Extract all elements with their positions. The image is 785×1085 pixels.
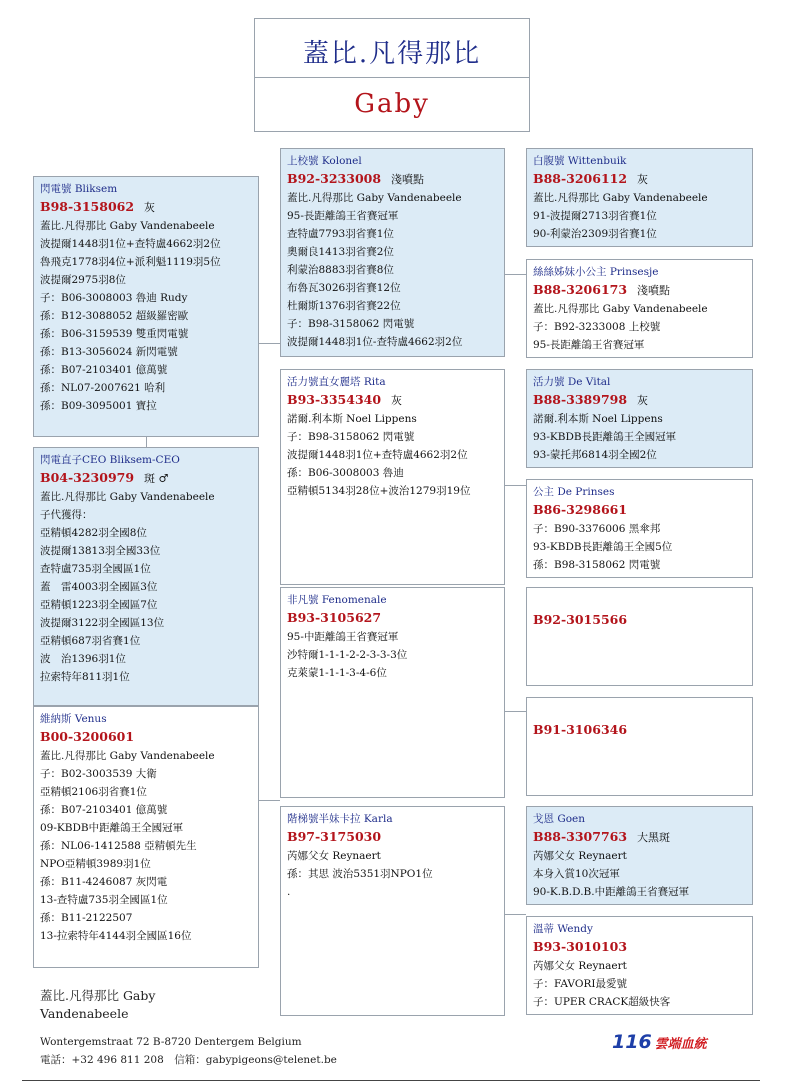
card-title: 活力號直女麗塔 Rita	[287, 376, 386, 388]
card-title: 溫蒂 Wendy	[533, 923, 593, 935]
card-extra: 灰	[144, 201, 156, 214]
pedigree-card-subject-sibling	[33, 447, 259, 706]
card-title: 公主 De Prinses	[533, 486, 615, 498]
card-title: 絲絲姊妹小公主 Prinsesje	[533, 266, 659, 278]
info-line: 13-拉索特年4144羽全國區16位	[40, 930, 192, 942]
info-line: 子：B02-3003539 大衛	[40, 768, 157, 780]
info-line: 克萊蒙1-1-1-3-4-6位	[287, 667, 387, 679]
info-line: 亞精頓1223羽全國區7位	[40, 599, 158, 611]
info-line: 子：UPER CRACK超級快客	[533, 996, 671, 1008]
pedigree-title-box	[254, 18, 530, 132]
info-line: NPO亞精頓3989羽1位	[40, 858, 151, 870]
card-title: 白腹號 Wittenbuik	[533, 155, 627, 167]
card-title: 維納斯 Venus	[40, 713, 107, 725]
connector-line	[505, 274, 526, 275]
info-line: 95-中距離鴿王省賽冠軍	[287, 631, 399, 643]
info-line: 90-利蒙治2309羽省賽1位	[533, 228, 657, 240]
card-title: 上校號 Kolonel	[287, 155, 362, 167]
connector-line	[259, 800, 280, 801]
pedigree-card-sire	[33, 176, 259, 437]
card-title: 閃電號 Bliksem	[40, 183, 118, 195]
ring-number: B92-3233008 淺噴點	[287, 171, 425, 186]
info-line: 孫：B09-3095001 寶拉	[40, 400, 157, 412]
info-line: 子：B90-3376006 黑傘邦	[533, 523, 661, 535]
owner-name: 蓋比.凡得那比 Gaby	[40, 988, 156, 1003]
info-line: 蓋比.凡得那比 Gaby Vandenabeele	[287, 192, 462, 204]
ring-number: B88-3206112 灰	[533, 171, 649, 186]
info-line: 本身入賞10次冠軍	[533, 868, 620, 880]
info-line: 魯飛克1778羽4位+派利魁1119羽5位	[40, 256, 221, 268]
info-line: 波提爾2975羽8位	[40, 274, 126, 286]
info-line: 孫：B98-3158062 閃電號	[533, 559, 661, 571]
info-line: 蓋比.凡得那比 Gaby Vandenabeele	[533, 303, 708, 315]
info-line: 拉索特年811羽1位	[40, 671, 130, 683]
info-line: 芮娜父女 Reynaert	[533, 850, 627, 862]
owner-block	[40, 987, 155, 1023]
info-line: 95-長距離鴿王省賽冠軍	[533, 339, 645, 351]
info-line: 95-長距離鴿王省賽冠軍	[287, 210, 399, 222]
info-line: 91-波提爾2713羽省賽1位	[533, 210, 657, 222]
logo-number: 116	[612, 1031, 652, 1053]
ring-number: B88-3206173 淺噴點	[533, 282, 671, 297]
info-line: 孫：其思 波治5351羽NPO1位	[287, 868, 433, 880]
info-line: 孫：B11-4246087 灰閃電	[40, 876, 168, 888]
contact-block	[40, 1033, 337, 1069]
bottom-divider	[22, 1080, 760, 1081]
pedigree-card-grandsire	[280, 148, 505, 357]
info-line: 杜爾斯1376羽省賽22位	[287, 300, 401, 312]
info-line: 93-KBDB長距離鴿王全國5位	[533, 541, 673, 553]
pedigree-card-ggdam-2	[526, 479, 753, 578]
info-line: 芮娜父女 Reynaert	[533, 960, 627, 972]
ring-number: B04-3230979 斑 ♂	[40, 470, 169, 485]
title-divider	[255, 77, 529, 78]
card-extra: 大黑斑	[637, 831, 671, 844]
ring-number: B93-3105627	[287, 610, 382, 625]
info-line: 90-K.B.D.B.中距離鴿王省賽冠軍	[533, 886, 690, 898]
logo-text: 雲端血統	[654, 1037, 707, 1052]
info-line: 孫：B07-2103401 億萬號	[40, 364, 168, 376]
info-line: 09-KBDB中距離鴿王全國冠軍	[40, 822, 184, 834]
info-line: 波提爾13813羽全國33位	[40, 545, 161, 557]
info-line: 波提爾3122羽全國區13位	[40, 617, 165, 629]
ring-number: B00-3200601	[40, 729, 135, 744]
info-line: 子代獲得：	[40, 509, 93, 521]
info-line: 奧爾良1413羽省賽2位	[287, 246, 394, 258]
address-line: Wontergemstraat 72 B-8720 Dentergem Belgium	[40, 1036, 302, 1048]
info-line: 子：B92-3233008 上校號	[533, 321, 661, 333]
info-line: .	[287, 886, 291, 898]
owner-name-line2: Vandenabeele	[40, 1006, 129, 1021]
ring-number: B93-3010103	[533, 939, 628, 954]
site-logo	[612, 1031, 707, 1053]
info-line: 蓋比.凡得那比 Gaby Vandenabeele	[533, 192, 708, 204]
pedigree-card-ggsire-3	[526, 587, 753, 686]
info-line: 利蒙治8883羽省賽8位	[287, 264, 394, 276]
ring-number: B88-3307763 大黑斑	[533, 829, 671, 844]
pigeon-name-chinese: 蓋比.凡得那比	[302, 39, 482, 69]
info-line: 13-查特盧735羽全國區1位	[40, 894, 168, 906]
info-line: 亞精頓2106羽省賽1位	[40, 786, 147, 798]
ring-number: B92-3015566	[533, 612, 628, 627]
info-line: 沙特爾1-1-1-2-2-3-3-3位	[287, 649, 408, 661]
card-title: 閃電直子CEO Bliksem-CEO	[40, 454, 180, 466]
card-title: 戈恩 Goen	[533, 813, 586, 825]
info-line: 諾爾.利本斯 Noel Lippens	[287, 413, 417, 425]
card-extra: 灰	[637, 173, 649, 186]
info-line: 子：B06-3008003 魯迪 Rudy	[40, 292, 188, 304]
info-line: 波提爾1448羽1位+查特盧4662羽2位	[287, 449, 468, 461]
info-line: 孫：B13-3056024 新閃電號	[40, 346, 178, 358]
card-extra: 淺噴點	[637, 284, 671, 297]
connector-line	[259, 343, 280, 344]
info-line: 蓋比.凡得那比 Gaby Vandenabeele	[40, 491, 215, 503]
info-line: 亞精頓687羽省賽1位	[40, 635, 141, 647]
connector-line	[505, 711, 526, 712]
pedigree-card-dam	[33, 706, 259, 968]
info-line: 波 治1396羽1位	[40, 653, 126, 665]
info-line: 查特盧7793羽省賽1位	[287, 228, 394, 240]
ring-number: B91-3106346	[533, 722, 628, 737]
ring-number: B88-3389798 灰	[533, 392, 649, 407]
card-extra: 淺噴點	[391, 173, 425, 186]
info-line: 布魯瓦3026羽省賽12位	[287, 282, 401, 294]
info-line: 子：B98-3158062 閃電號	[287, 318, 415, 330]
pigeon-name-english: Gaby	[354, 89, 430, 119]
info-line: 孫：B07-2103401 億萬號	[40, 804, 168, 816]
pedigree-card-ggdam-4	[526, 916, 753, 1015]
pedigree-card-granddam	[280, 369, 505, 585]
info-line: 孫：B11-2122507	[40, 912, 133, 924]
pedigree-card-grandsire-dam	[280, 587, 505, 798]
info-line: 孫：B12-3088052 超級羅密歐	[40, 310, 189, 322]
info-line: 查特盧735羽全國區1位	[40, 563, 151, 575]
phone-email-line: 電話：+32 496 811 208 信箱：gabypigeons@telenet.be	[40, 1054, 337, 1066]
card-title: 活力號 De Vital	[533, 376, 611, 388]
info-line: 93-KBDB長距離鴿王全國冠軍	[533, 431, 677, 443]
info-line: 孫：B06-3008003 魯迪	[287, 467, 404, 479]
info-line: 孫：NL06-1412588 亞精頓先生	[40, 840, 197, 852]
card-title: 非凡號 Fenomenale	[287, 594, 387, 606]
card-title: 階梯號半妹卡拉 Karla	[287, 813, 393, 825]
info-line: 子：B98-3158062 閃電號	[287, 431, 415, 443]
pedigree-card-ggsire-4	[526, 806, 753, 905]
info-line: 亞精頓5134羽28位+波治1279羽19位	[287, 485, 471, 497]
info-line: 蓋 雷4003羽全國區3位	[40, 581, 158, 593]
info-line: 子：FAVORI最愛號	[533, 978, 627, 990]
info-line: 蓋比.凡得那比 Gaby Vandenabeele	[40, 220, 215, 232]
connector-line	[505, 914, 526, 915]
connector-line	[505, 485, 526, 486]
card-extra: 斑 ♂	[144, 472, 169, 485]
info-line: 諾爾.利本斯 Noel Lippens	[533, 413, 663, 425]
info-line: 亞精頓4282羽全國8位	[40, 527, 147, 539]
info-line: 波提爾1448羽1位+查特盧4662羽2位	[40, 238, 221, 250]
info-line: 孫：B06-3159539 雙重閃電號	[40, 328, 189, 340]
info-line: 孫：NL07-2007621 哈利	[40, 382, 166, 394]
ring-number: B86-3298661	[533, 502, 628, 517]
pedigree-card-ggsire-1	[526, 148, 753, 247]
card-extra: 灰	[391, 394, 403, 407]
info-line: 93-蒙托邦6814羽全國2位	[533, 449, 657, 461]
pedigree-card-ggsire-2	[526, 369, 753, 468]
ring-number: B93-3354340 灰	[287, 392, 403, 407]
pedigree-card-ggdam-1	[526, 259, 753, 358]
info-line: 波提爾1448羽1位-查特盧4662羽2位	[287, 336, 463, 348]
connector-line	[146, 437, 147, 447]
info-line: 芮娜父女 Reynaert	[287, 850, 381, 862]
ring-number: B98-3158062 灰	[40, 199, 156, 214]
info-line: 蓋比.凡得那比 Gaby Vandenabeele	[40, 750, 215, 762]
card-extra: 灰	[637, 394, 649, 407]
ring-number: B97-3175030	[287, 829, 382, 844]
pedigree-card-granddam-dam	[280, 806, 505, 1016]
pedigree-card-ggdam-3	[526, 697, 753, 796]
